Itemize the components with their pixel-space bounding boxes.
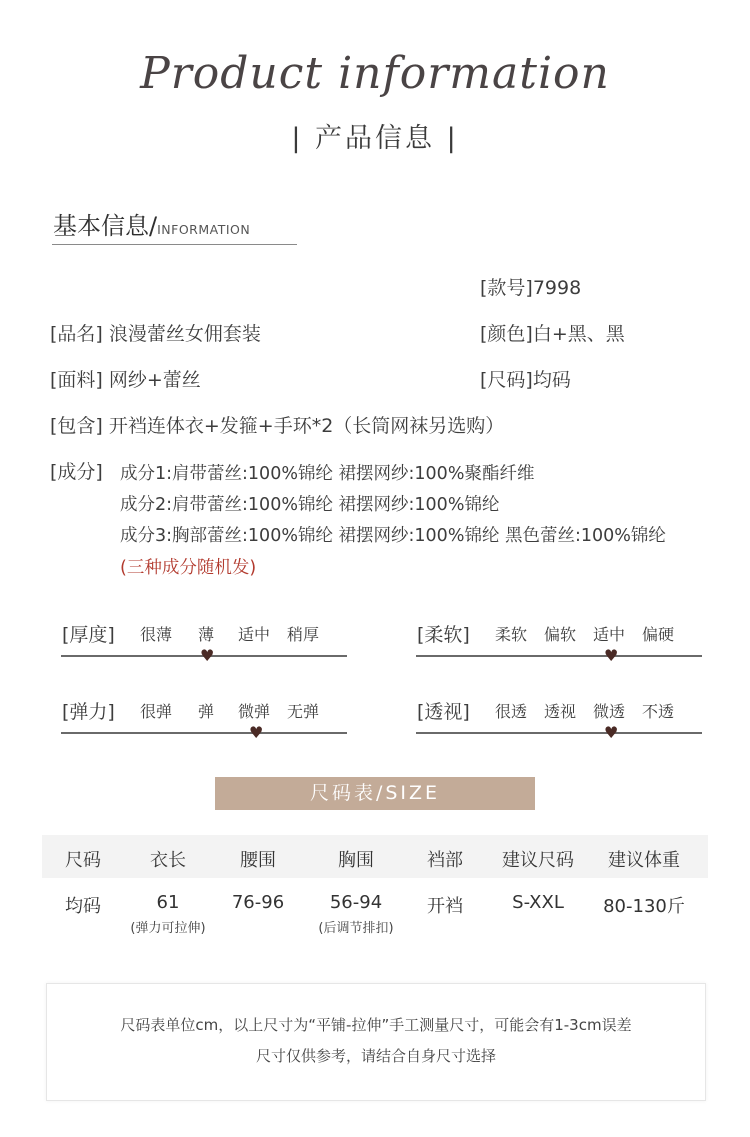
scale-transparency-marker-heart-icon: ♥ xyxy=(604,723,619,742)
scale-thickness-opt-3: 适中 xyxy=(238,625,271,644)
scale-thickness-opt-2: 薄 xyxy=(198,625,215,644)
size-table-header-chest: 胸围 xyxy=(338,850,374,871)
heading-divider xyxy=(52,244,297,245)
scale-thickness-opt-4: 稍厚 xyxy=(287,625,320,644)
composition-note: (三种成分随机发) xyxy=(120,558,257,578)
basic-info-title: 基本信息/ xyxy=(53,212,158,240)
scale-softness-opt-1: 柔软 xyxy=(495,625,528,644)
info-fabric-key: [面料] xyxy=(50,369,103,391)
info-model-value: 7998 xyxy=(532,277,582,299)
measurement-note-box xyxy=(46,983,706,1101)
info-includes-value: 开裆连体衣+发箍+手环*2（长筒网袜另选购） xyxy=(108,415,505,437)
scale-elasticity-opt-1: 很弹 xyxy=(140,702,173,721)
scale-softness-marker-heart-icon: ♥ xyxy=(604,646,619,665)
size-table-cell-rec-weight: 80-130斤 xyxy=(603,896,685,917)
basic-info-heading xyxy=(53,206,250,241)
size-table-header-rec-size: 建议尺码 xyxy=(502,850,574,871)
info-name-value: 浪漫蕾丝女佣套装 xyxy=(108,323,261,345)
scale-softness-line xyxy=(416,655,702,657)
scale-transparency-opt-3: 微透 xyxy=(593,702,626,721)
composition-line-3: 成分3:胸部蕾丝:100%锦纶 裙摆网纱:100%锦纶 黑色蕾丝:100%锦纶 xyxy=(120,526,666,546)
size-table-header-rec-weight: 建议体重 xyxy=(608,850,680,871)
measurement-note-line-2: 尺寸仅供参考，请结合自身尺寸选择 xyxy=(255,1047,496,1065)
info-fabric xyxy=(50,365,201,392)
measurement-note-line-1: 尺码表单位cm，以上尺寸为“平铺-拉伸”手工测量尺寸，可能会有1-3cm误差 xyxy=(120,1016,632,1034)
info-fabric-value: 网纱+蕾丝 xyxy=(108,369,201,391)
basic-info-subtitle: INFORMATION xyxy=(157,222,251,237)
info-color-key: [颜色] xyxy=(480,323,533,345)
scale-softness-opt-2: 偏软 xyxy=(544,625,577,644)
size-table-header-waist: 腰围 xyxy=(240,850,276,871)
info-name xyxy=(50,319,261,346)
scale-softness-label: [柔软] xyxy=(417,624,470,646)
scale-thickness-marker-heart-icon: ♥ xyxy=(200,646,215,665)
info-composition-key: [成分] xyxy=(50,461,103,483)
info-includes-key: [包含] xyxy=(50,415,103,437)
info-color-value: 白+黑、黑 xyxy=(532,323,625,345)
size-table-cell-size: 均码 xyxy=(65,896,101,917)
size-table-note-chest: (后调节排扣) xyxy=(318,921,394,936)
script-title: Product information xyxy=(140,48,610,99)
scale-elasticity-opt-2: 弹 xyxy=(198,702,215,721)
size-table-cell-waist: 76-96 xyxy=(231,892,285,913)
size-table-cell-crotch: 开裆 xyxy=(427,896,463,917)
size-table-header-size: 尺码 xyxy=(65,850,101,871)
size-table-header-crotch: 裆部 xyxy=(427,850,463,871)
info-size xyxy=(480,365,571,392)
page-title: | 产品信息 | xyxy=(291,123,459,154)
size-table-cell-length: 61 xyxy=(156,892,180,913)
scale-softness-opt-3: 适中 xyxy=(593,625,626,644)
info-includes xyxy=(50,411,504,438)
composition-line-1: 成分1:肩带蕾丝:100%锦纶 裙摆网纱:100%聚酯纤维 xyxy=(120,464,535,484)
scale-elasticity-opt-4: 无弹 xyxy=(287,702,320,721)
scale-elasticity-opt-3: 微弹 xyxy=(238,702,271,721)
info-model-key: [款号] xyxy=(480,277,533,299)
composition-line-2: 成分2:肩带蕾丝:100%锦纶 裙摆网纱:100%锦纶 xyxy=(120,495,500,515)
info-size-key: [尺码] xyxy=(480,369,533,391)
info-size-value: 均码 xyxy=(532,369,571,391)
scale-transparency-label: [透视] xyxy=(417,701,470,723)
size-chart-banner: 尺码表/SIZE xyxy=(215,777,535,810)
scale-transparency-opt-2: 透视 xyxy=(544,702,577,721)
size-table-header-length: 衣长 xyxy=(150,850,186,871)
size-table-note-length: (弹力可拉伸) xyxy=(130,921,206,936)
info-model xyxy=(480,273,581,300)
scale-elasticity-line xyxy=(61,732,347,734)
scale-transparency-opt-1: 很透 xyxy=(495,702,528,721)
scale-elasticity-label: [弹力] xyxy=(62,701,115,723)
scale-thickness-opt-1: 很薄 xyxy=(140,625,173,644)
scale-elasticity-marker-heart-icon: ♥ xyxy=(249,723,264,742)
scale-thickness-label: [厚度] xyxy=(62,624,115,646)
info-name-key: [品名] xyxy=(50,323,103,345)
scale-softness-opt-4: 偏硬 xyxy=(642,625,675,644)
scale-transparency-opt-4: 不透 xyxy=(642,702,675,721)
size-table-cell-chest: 56-94 xyxy=(329,892,383,913)
info-color xyxy=(480,319,625,346)
size-table-cell-rec-size: S-XXL xyxy=(512,892,564,913)
scale-transparency-line xyxy=(416,732,702,734)
